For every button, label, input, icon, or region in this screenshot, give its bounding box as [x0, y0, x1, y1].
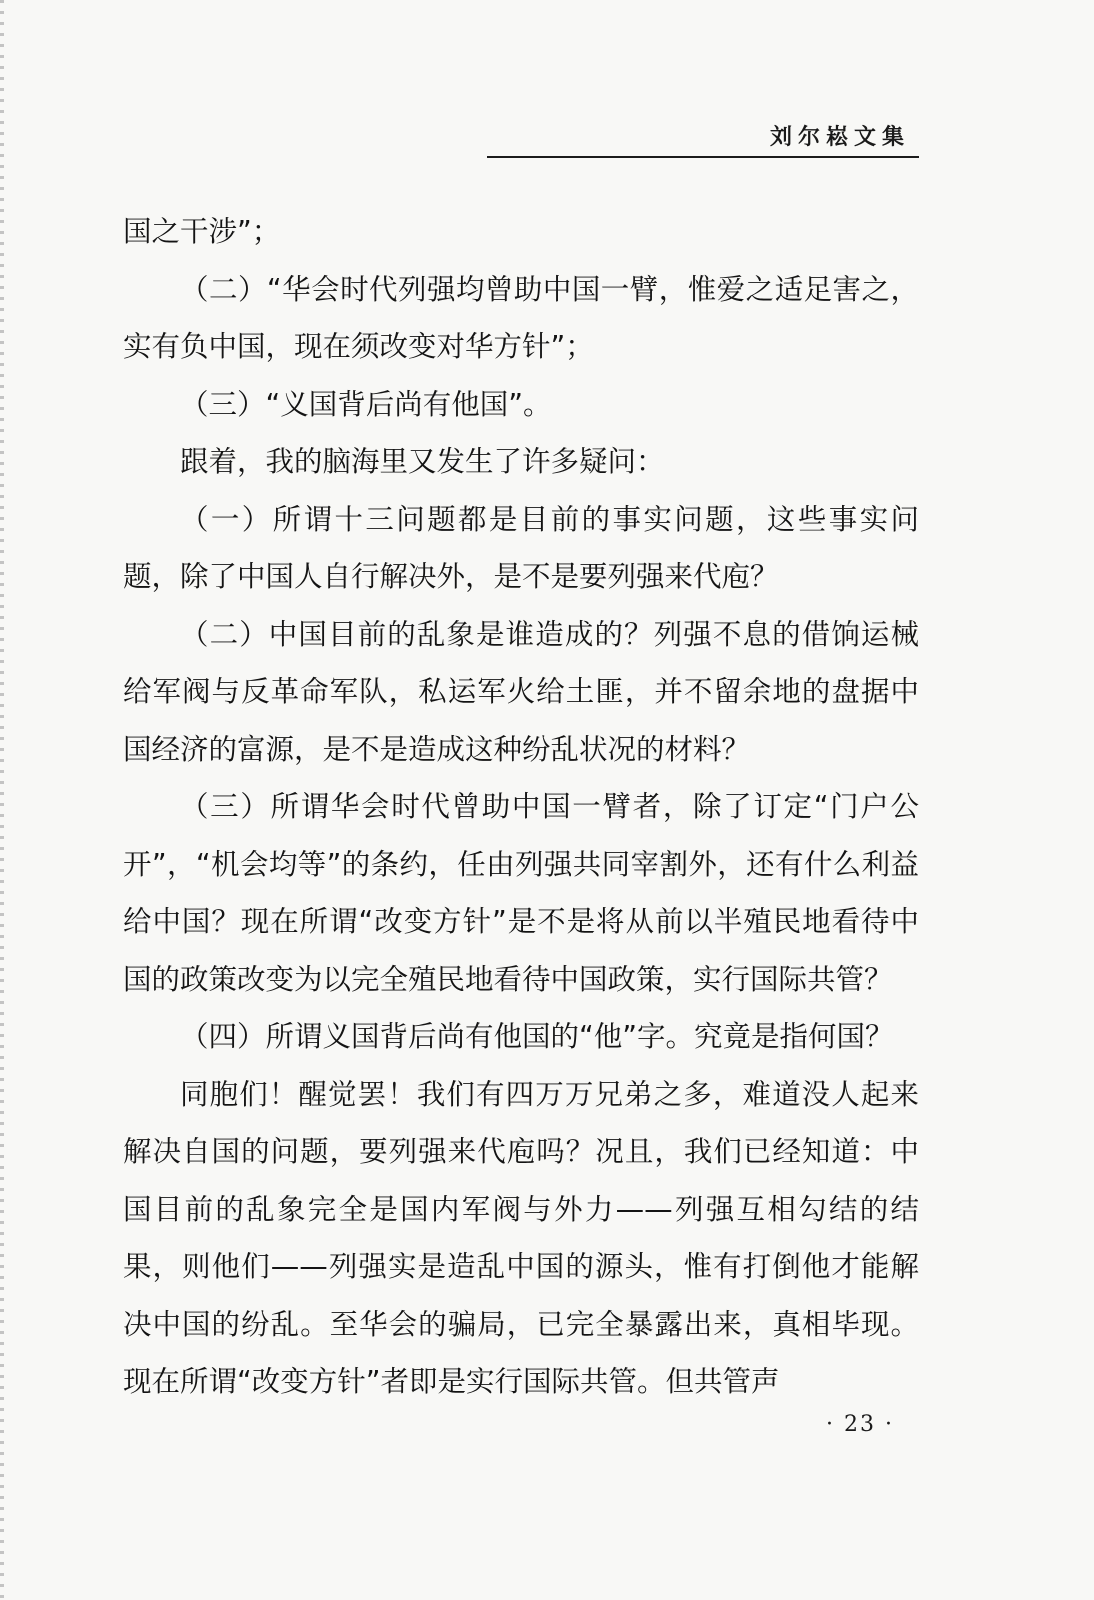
binding-edge	[0, 0, 4, 1600]
paragraph: （四）所谓义国背后尚有他国的“他”字。究竟是指何国？	[180, 1020, 894, 1053]
paragraph: 同胞们！醒觉罢！我们有四万万兄弟之多，难道没人起来解决自国的问题，要列强来代庖吗？况且，我们已经知道：中国目前的乱象完全是国内军阀与外力——列强互相勾结的结果，则他们——列强实是造乱中国的源头，惟有打倒他才能解决中国的纷乱。至华会的骗局，已完全暴露出来，真相毕现。现在所谓“改变方针”者即是实行国际共管。但共管声	[123, 1077, 919, 1398]
paragraph: （二）“华会时代列强均曾助中国一臂，惟爱之适足害之，实有负中国，现在须改变对华方针”；	[123, 272, 919, 363]
paragraph: 国之干涉”；	[123, 215, 281, 248]
paragraph: （二）中国目前的乱象是谁造成的？列强不息的借饷运械给军阀与反革命军队，私运军火给土匪，并不留余地的盘据中国经济的富源，是不是造成这种纷乱状况的材料？	[123, 617, 919, 766]
paragraph: 跟着，我的脑海里又发生了许多疑问：	[180, 445, 665, 478]
page-number: · 23 ·	[826, 1412, 894, 1437]
body-text	[123, 203, 919, 1411]
paragraph: （三）“义国背后尚有他国”。	[180, 387, 552, 421]
running-head: 刘尔崧文集	[770, 124, 911, 150]
header-rule	[487, 156, 919, 158]
paragraph: （三）所谓华会时代曾助中国一臂者，除了订定“门户公开”，“机会均等”的条约，任由列强共同宰割外，还有什么利益给中国？现在所谓“改变方针”是不是将从前以半殖民地看待中国的政策改变为以完全殖民地看待中国政策，实行国际共管？	[123, 790, 919, 996]
paragraph: （一）所谓十三问题都是目前的事实问题，这些事实问题，除了中国人自行解决外，是不是要列强来代庖？	[123, 502, 919, 593]
